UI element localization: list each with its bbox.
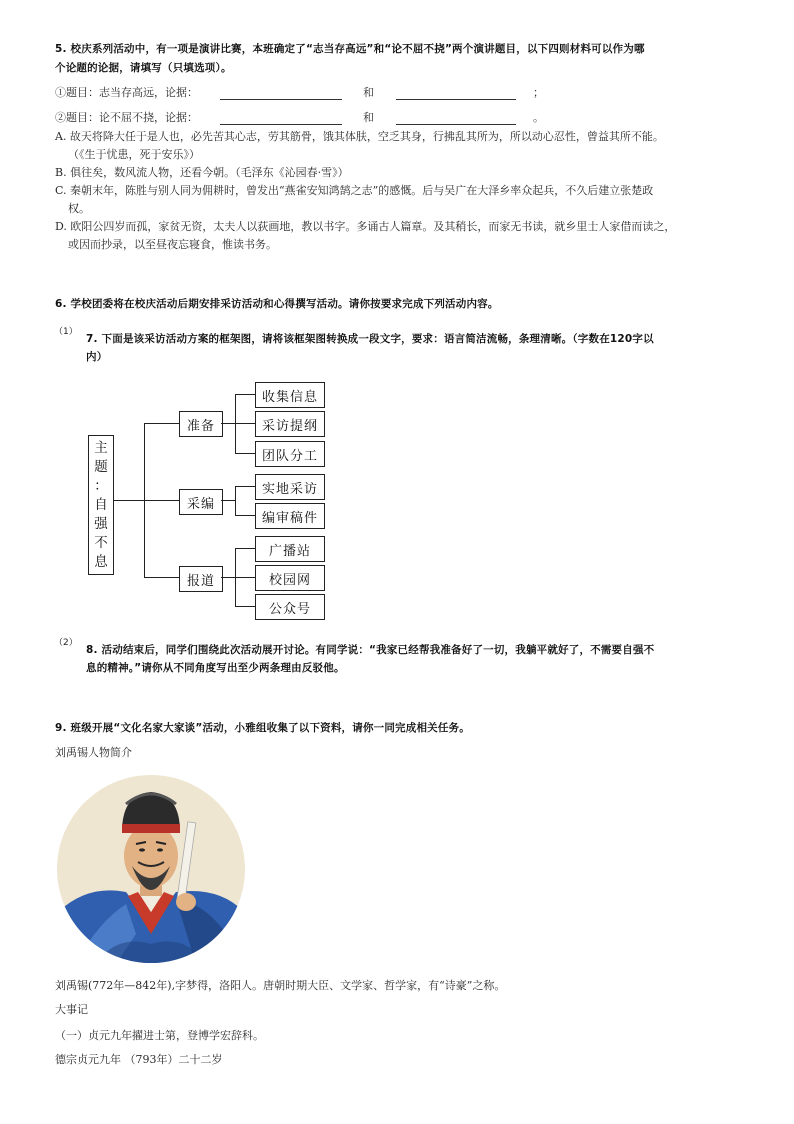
leaf-campus-website: 校园网: [255, 565, 325, 591]
option-a-line1: A. 故天将降大任于是人也，必先苦其心志，劳其筋骨，饿其体肤，空乏其身，行拂乱其所为，所以动心忍性，曾益其所不能。: [55, 130, 664, 143]
root-char: 自: [94, 496, 108, 513]
q5-answer-blank[interactable]: [396, 87, 516, 100]
q8-stem-line1: 8. 活动结束后，同学们围绕此次活动展开讨论。有同学说：“我家已经帮我准备好了一切，我躺平就好了，不需要自强不: [86, 644, 655, 656]
diagram-root-theme: [88, 435, 114, 575]
q5-stem-line2: 个论题的论据，请填写（只填选项）。: [55, 62, 232, 74]
option-d-line2: 或因而抄录，以至昼夜忘寝食，惟读书务。: [68, 238, 277, 251]
connector-line: [235, 515, 255, 516]
option-d-line1: D. 欧阳公四岁而孤，家贫无资，太夫人以荻画地，教以书字。多诵古人篇章。及其稍长，而家无书读，就乡里士人家借而读之，: [55, 220, 676, 233]
and-text: 和: [363, 86, 374, 99]
leaf-collect-info: 收集信息: [255, 382, 325, 408]
q9-stem: 9. 班级开展“文化名家大家谈”活动，小雅组收集了以下资料，请你一同完成相关任务。: [55, 722, 470, 734]
biography-text: 刘禹锡(772年—842年),字梦得，洛阳人。唐朝时期大臣、文学家、哲学家，有“诗豪”之称。: [55, 979, 506, 992]
connector-line: [113, 500, 145, 501]
root-char: ：: [94, 477, 108, 494]
connector-line: [235, 423, 255, 424]
connector-line: [144, 500, 179, 501]
leaf-radio-station: 广播站: [255, 536, 325, 562]
q7-stem-line1: 7. 下面是该采访活动方案的框架图，请将该框架图转换成一段文字，要求：语言简洁流畅，条理清晰。（字数在120字以: [86, 333, 654, 345]
q8-stem-line2: 息的精神。”请你从不同角度写出至少两条理由反驳他。: [86, 662, 345, 674]
and-text: 和: [363, 111, 374, 124]
profile-title: 刘禹锡人物简介: [55, 746, 132, 759]
connector-line: [235, 486, 255, 487]
connector-line: [235, 606, 255, 607]
q6-sub1-number: （1）: [54, 327, 78, 337]
events-title: 大事记: [55, 1003, 88, 1016]
semicolon: ；: [533, 86, 544, 99]
leaf-interview-outline: 采访提纲: [255, 411, 325, 437]
root-char: 强: [94, 515, 108, 532]
event-1: （一）贞元九年擢进士第，登博学宏辞科。: [55, 1029, 264, 1042]
leaf-edit-review: 编审稿件: [255, 503, 325, 529]
q6-sub2-number: （2）: [54, 638, 78, 648]
q5-answer-blank[interactable]: [220, 112, 342, 125]
q5-blank2-label: ②题目：论不屈不挠，论据：: [55, 111, 198, 124]
option-a-line2: （《生于忧患，死于安乐》）: [68, 148, 200, 161]
q5-answer-blank[interactable]: [396, 112, 516, 125]
leaf-field-interview: 实地采访: [255, 474, 325, 500]
root-char: 主: [94, 439, 108, 456]
liu-yuxi-portrait: [56, 774, 246, 964]
q5-blank-row-2: [55, 109, 544, 125]
connector-line: [221, 500, 236, 501]
q7-stem-line2: 内）: [86, 351, 108, 363]
q5-blank-row-1: [55, 84, 544, 100]
leaf-team-division: 团队分工: [255, 441, 325, 467]
root-char: 不: [94, 534, 108, 551]
q5-blank1-label: ①题目：志当存高远，论据：: [55, 86, 198, 99]
option-c-line2: 权。: [68, 202, 90, 215]
connector-line: [235, 394, 255, 395]
connector-line: [144, 423, 179, 424]
connector-line: [144, 577, 179, 578]
connector-line: [235, 486, 236, 516]
connector-line: [221, 577, 236, 578]
root-char: 题: [94, 458, 108, 475]
option-b: B. 俱往矣，数风流人物，还看今朝。（毛泽东《沁园春·雪》）: [55, 166, 349, 179]
branch-prepare: 准备: [179, 411, 223, 437]
connector-line: [235, 548, 255, 549]
connector-line: [235, 453, 255, 454]
q5-answer-blank[interactable]: [220, 87, 342, 100]
option-c-line1: C. 秦朝末年，陈胜与别人同为佣耕时，曾发出“燕雀安知鸿鹄之志”的感慨。后与吴广在大泽乡率众起兵，不久后建立张楚政: [55, 184, 654, 197]
connector-line: [235, 577, 255, 578]
event-1-date: 德宗贞元九年 （793年）二十二岁: [55, 1053, 223, 1066]
q6-stem: 6. 学校团委将在校庆活动后期安排采访活动和心得撰写活动。请你按要求完成下列活动内容。: [55, 298, 499, 310]
branch-report: 报道: [179, 566, 223, 592]
connector-line: [221, 423, 236, 424]
leaf-official-account: 公众号: [255, 594, 325, 620]
root-char: 息: [94, 553, 108, 570]
branch-edit: 采编: [179, 489, 223, 515]
period: 。: [533, 111, 544, 124]
q5-stem-line1: 5. 校庆系列活动中，有一项是演讲比赛，本班确定了“志当存高远”和“论不屈不挠”两个演讲题目，以下四则材料可以作为哪: [55, 43, 645, 55]
